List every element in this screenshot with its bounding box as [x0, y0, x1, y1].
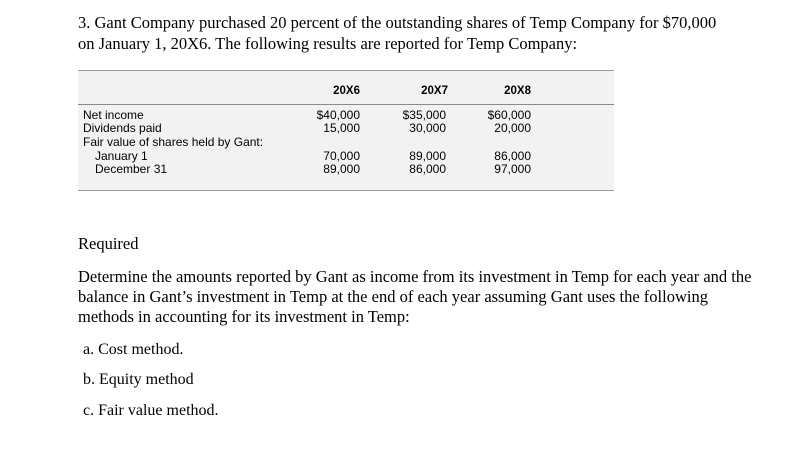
cell-january-1-20x6: 70,000 — [323, 149, 360, 163]
problem-line-2: on January 1, 20X6. The following results are reported for Temp Company: — [78, 34, 578, 53]
required-heading: Required — [78, 234, 139, 253]
column-header-20x7: 20X7 — [421, 85, 448, 97]
table-header-rule — [78, 104, 614, 105]
column-header-20x6: 20X6 — [333, 85, 360, 97]
cell-dividends-20x7: 30,000 — [409, 121, 446, 135]
row-label-january-1: January 1 — [95, 149, 148, 163]
method-item-fair-value: c. Fair value method. — [83, 402, 219, 419]
method-item-equity: b. Equity method — [83, 371, 194, 388]
cell-december-31-20x6: 89,000 — [323, 162, 360, 176]
cell-december-31-20x7: 86,000 — [409, 162, 446, 176]
method-item-cost: a. Cost method. — [83, 341, 184, 358]
cell-dividends-20x6: 15,000 — [323, 121, 360, 135]
problem-line-1: 3. Gant Company purchased 20 percent of the outstanding shares of Temp Company for $70,000 — [78, 13, 717, 32]
table-bottom-rule — [78, 190, 614, 191]
required-section — [78, 234, 758, 327]
instructions-paragraph: Determine the amounts reported by Gant as income from its investment in Temp for each year and the balance in Gant’s investment in Temp at the end of each year assuming Gant uses the following methods in accounting for its investment in Temp: — [78, 267, 752, 326]
row-label-net-income: Net income — [83, 108, 144, 122]
cell-net-income-20x6: $40,000 — [316, 108, 360, 122]
cell-net-income-20x8: $60,000 — [487, 108, 531, 122]
results-table — [78, 70, 614, 191]
cell-december-31-20x8: 97,000 — [494, 162, 531, 176]
table-top-rule — [78, 70, 614, 71]
problem-statement — [78, 12, 758, 54]
cell-net-income-20x7: $35,000 — [402, 108, 446, 122]
column-header-20x8: 20X8 — [504, 85, 531, 97]
cell-january-1-20x7: 89,000 — [409, 149, 446, 163]
cell-dividends-20x8: 20,000 — [494, 121, 531, 135]
row-label-dividends-paid: Dividends paid — [83, 121, 162, 135]
row-label-december-31: December 31 — [95, 162, 168, 176]
cell-january-1-20x8: 86,000 — [494, 149, 531, 163]
row-label-fair-value: Fair value of shares held by Gant: — [83, 135, 264, 149]
